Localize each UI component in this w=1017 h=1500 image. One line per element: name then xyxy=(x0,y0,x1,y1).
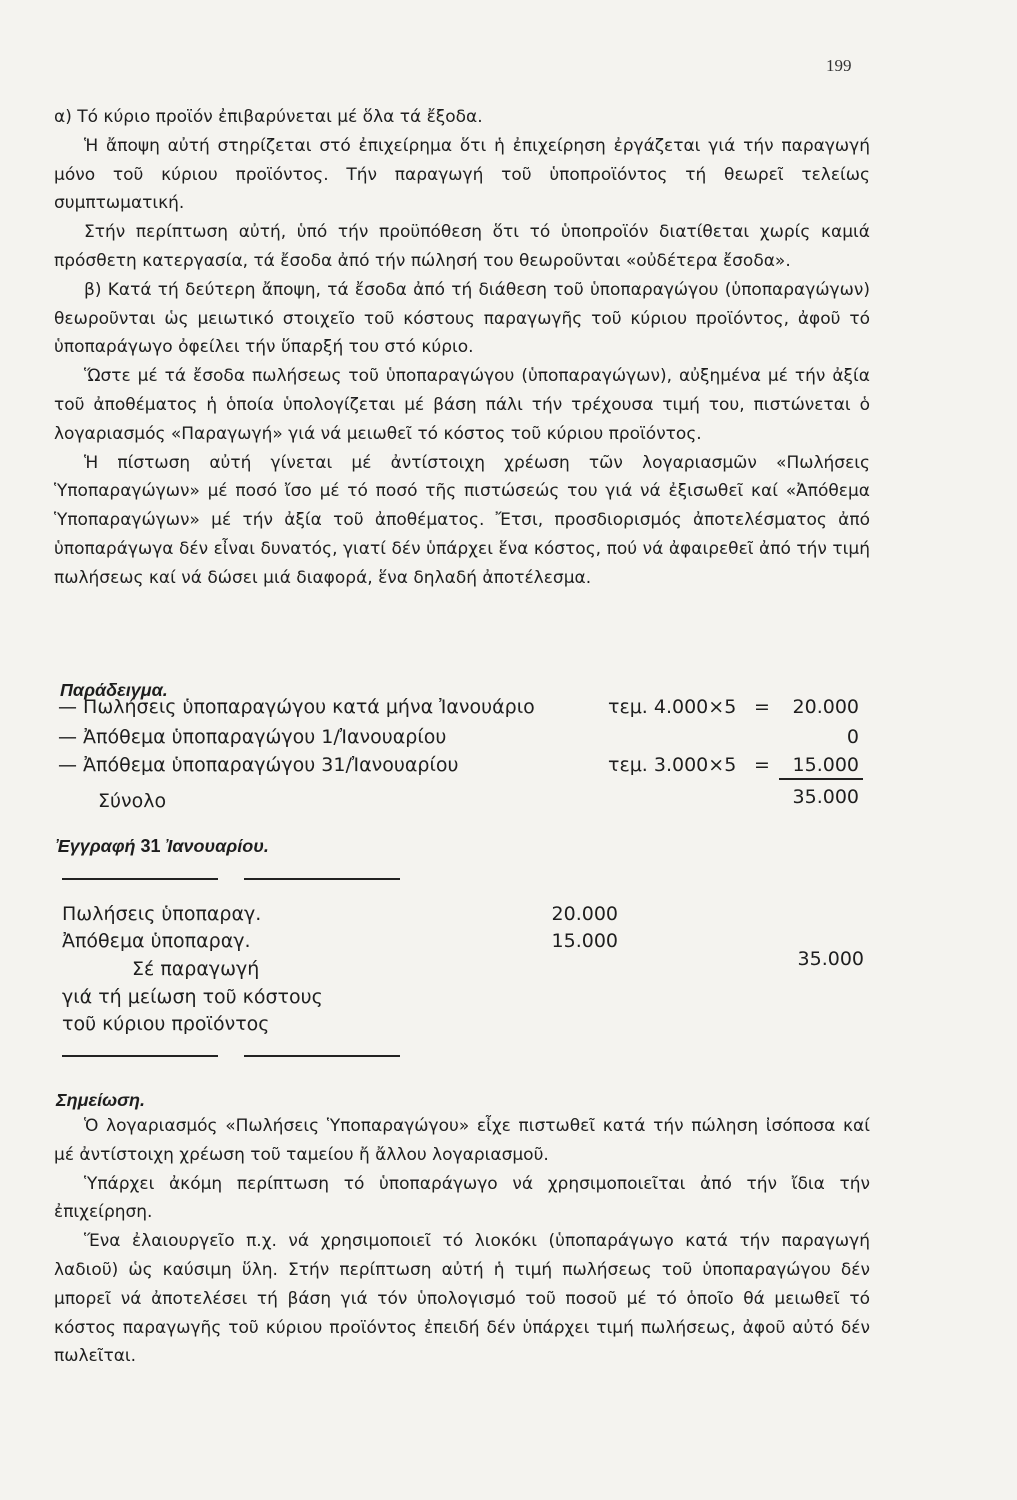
journal-rule-right xyxy=(244,878,400,880)
note-text xyxy=(54,1112,870,1371)
debit-amount: 20.000 xyxy=(551,903,618,925)
paragraph: Ὥστε μέ τά ἔσοδα πωλήσεως τοῦ ὑποπαραγώγου (ὑποπαραγώγων), αὐξημένα μέ τήν ἀξία τοῦ ἀποθέματος ἡ ὁποία ὑπολογίζεται μέ βάση πάλι τήν τρέχουσα τιμή του, πιστώνεται ὁ λογαριασμός «Παραγωγή» γιά νά μειωθεῖ τό κόστος τοῦ κύριου προϊόντος. xyxy=(54,366,870,444)
example-row-amount: 20.000 xyxy=(792,696,859,718)
page-number: 199 xyxy=(826,56,852,75)
paragraph: Ὑπάρχει ἀκόμη περίπτωση τό ὑποπαράγωγο νά χρησιμοποιεῖται ἀπό τήν ἴδια τήν ἐπιχείρηση. xyxy=(54,1173,870,1223)
body-text xyxy=(54,103,870,593)
example-heading: Παράδειγμα. xyxy=(60,680,168,700)
paragraph: Ἕνα ἐλαιουργεῖο π.χ. νά χρησιμοποιεῖ τό λιοκόκι (ὑποπαράγωγο κατά τήν παραγωγή λαδιοῦ) ὡς καύσιμη ὕλη. Στήν περίπτωση αὐτή ἡ τιμή πωλήσεως τοῦ ὑποπαραγώγου δέν μπορεῖ νά ἀποτελέσει τή βάση γιά τόν ὑπολογισμό τοῦ ποσοῦ μέ τό ὁποῖο θά μειωθεῖ τό κόστος παραγωγῆς τοῦ κύριου προϊόντος ἐπειδή δέν ὑπάρχει τιμή πωλήσεως, ἀφοῦ αὐτό δέν πωλεῖται. xyxy=(54,1231,870,1367)
entry-heading-prefix: Ἐγγραφή xyxy=(56,836,136,856)
note-heading: Σημείωση. xyxy=(56,1090,146,1110)
example-row-calc: τεμ. 3.000×5 xyxy=(608,754,737,776)
example-row-calc: τεμ. 4.000×5 xyxy=(608,696,737,718)
example-row-amount: 0 xyxy=(846,726,859,748)
paragraph: Ἡ πίστωση αὐτή γίνεται μέ ἀντίστοιχη χρέωση τῶν λογαριασμῶν «Πωλήσεις Ὑποπαραγώγων» μέ ποσό ἴσο μέ τό ποσό τῆς πιστώσεώς του γιά νά ἐξισωθεῖ καί «Ἀπόθεμα Ὑποπαραγώγων» μέ τήν ἀξία τοῦ ἀποθέματος. Ἔτσι, προσδιορισμός ἀποτελέσματος ἀπό ὑποπαράγωγα δέν εἶναι δυνατός, γιατί δέν ὑπάρχει ἕνα κόστος, πού νά ἀφαιρεθεῖ ἀπό τήν τιμή πωλήσεως καί νά δώσει μιά διαφορά, ἕνα δηλαδή ἀποτέλεσμα. xyxy=(54,452,870,588)
example-row-label: — Ἀπόθεμα ὑποπαραγώγου 31/Ἰανουαρίου xyxy=(58,754,459,776)
entry-heading xyxy=(56,836,269,857)
paragraph: α) Τό κύριο προϊόν ἐπιβαρύνεται μέ ὅλα τά ἔξοδα. xyxy=(54,107,483,127)
paragraph: Στήν περίπτωση αὐτή, ὑπό τήν προϋπόθεση ὅτι τό ὑποπροϊόν διατίθεται χωρίς καμιά πρόσθετη κατεργασία, τά ἔσοδα ἀπό τήν πώλησή του θεωροῦνται «οὐδέτερα ἔσοδα». xyxy=(54,222,870,271)
example-row-eq: = xyxy=(754,696,770,718)
paragraph: Ἡ ἄποψη αὐτή στηρίζεται στό ἐπιχείρημα ὅτι ἡ ἐπιχείρηση ἐργάζεται γιά τήν παραγωγή μόνο τοῦ κύριου προϊόντος. Τήν παραγωγή τοῦ ὑποπροϊόντος τή θεωρεῖ τελείως συμπτωματική. xyxy=(54,135,870,214)
debit-amount: 15.000 xyxy=(551,930,618,952)
journal-rule-right xyxy=(244,1055,400,1057)
debit-account: Πωλήσεις ὑποπαραγ. xyxy=(62,903,262,925)
debit-account: Ἀπόθεμα ὑποπαραγ. xyxy=(62,930,251,952)
total-label: Σύνολο xyxy=(98,790,167,812)
example-row-eq: = xyxy=(754,754,770,776)
entry-heading-suffix: Ἰανουαρίου. xyxy=(165,836,269,856)
journal-rule-left xyxy=(62,878,218,880)
example-row-label: — Ἀπόθεμα ὑποπαραγώγου 1/Ἰανουαρίου xyxy=(58,726,447,748)
example-row-label: — Πωλήσεις ὑποπαραγώγου κατά μήνα Ἰανουάριο xyxy=(58,696,535,718)
credit-amount: 35.000 xyxy=(797,948,864,970)
example-row-amount: 15.000 xyxy=(792,754,859,776)
journal-rule-left xyxy=(62,1055,218,1057)
paragraph: Ὁ λογαριασμός «Πωλήσεις Ὑποπαραγώγου» εἶχε πιστωθεῖ κατά τήν πώληση ἰσόποσα καί μέ ἀντίστοιχη χρέωση τοῦ ταμείου ἤ ἄλλου λογαριασμοῦ. xyxy=(54,1116,870,1165)
entry-heading-number: 31 xyxy=(140,836,161,856)
paragraph: β) Κατά τή δεύτερη ἄποψη, τά ἔσοδα ἀπό τή διάθεση τοῦ ὑποπαραγώγου (ὑποπαραγώγων) θεωροῦνται ὡς μειωτικό στοιχεῖο τοῦ κόστους παραγωγῆς τοῦ κύριου προϊόντος, ἀφοῦ τό ὑποπαράγωγο ὀφείλει τήν ὕπαρξή του στό κύριο. xyxy=(54,279,870,358)
entry-explanation: τοῦ κύριου προϊόντος xyxy=(62,1013,270,1035)
sum-rule xyxy=(779,778,863,780)
entry-explanation: γιά τή μείωση τοῦ κόστους xyxy=(62,986,323,1008)
total-amount: 35.000 xyxy=(792,786,859,808)
credit-account: Σέ παραγωγή xyxy=(132,958,260,980)
